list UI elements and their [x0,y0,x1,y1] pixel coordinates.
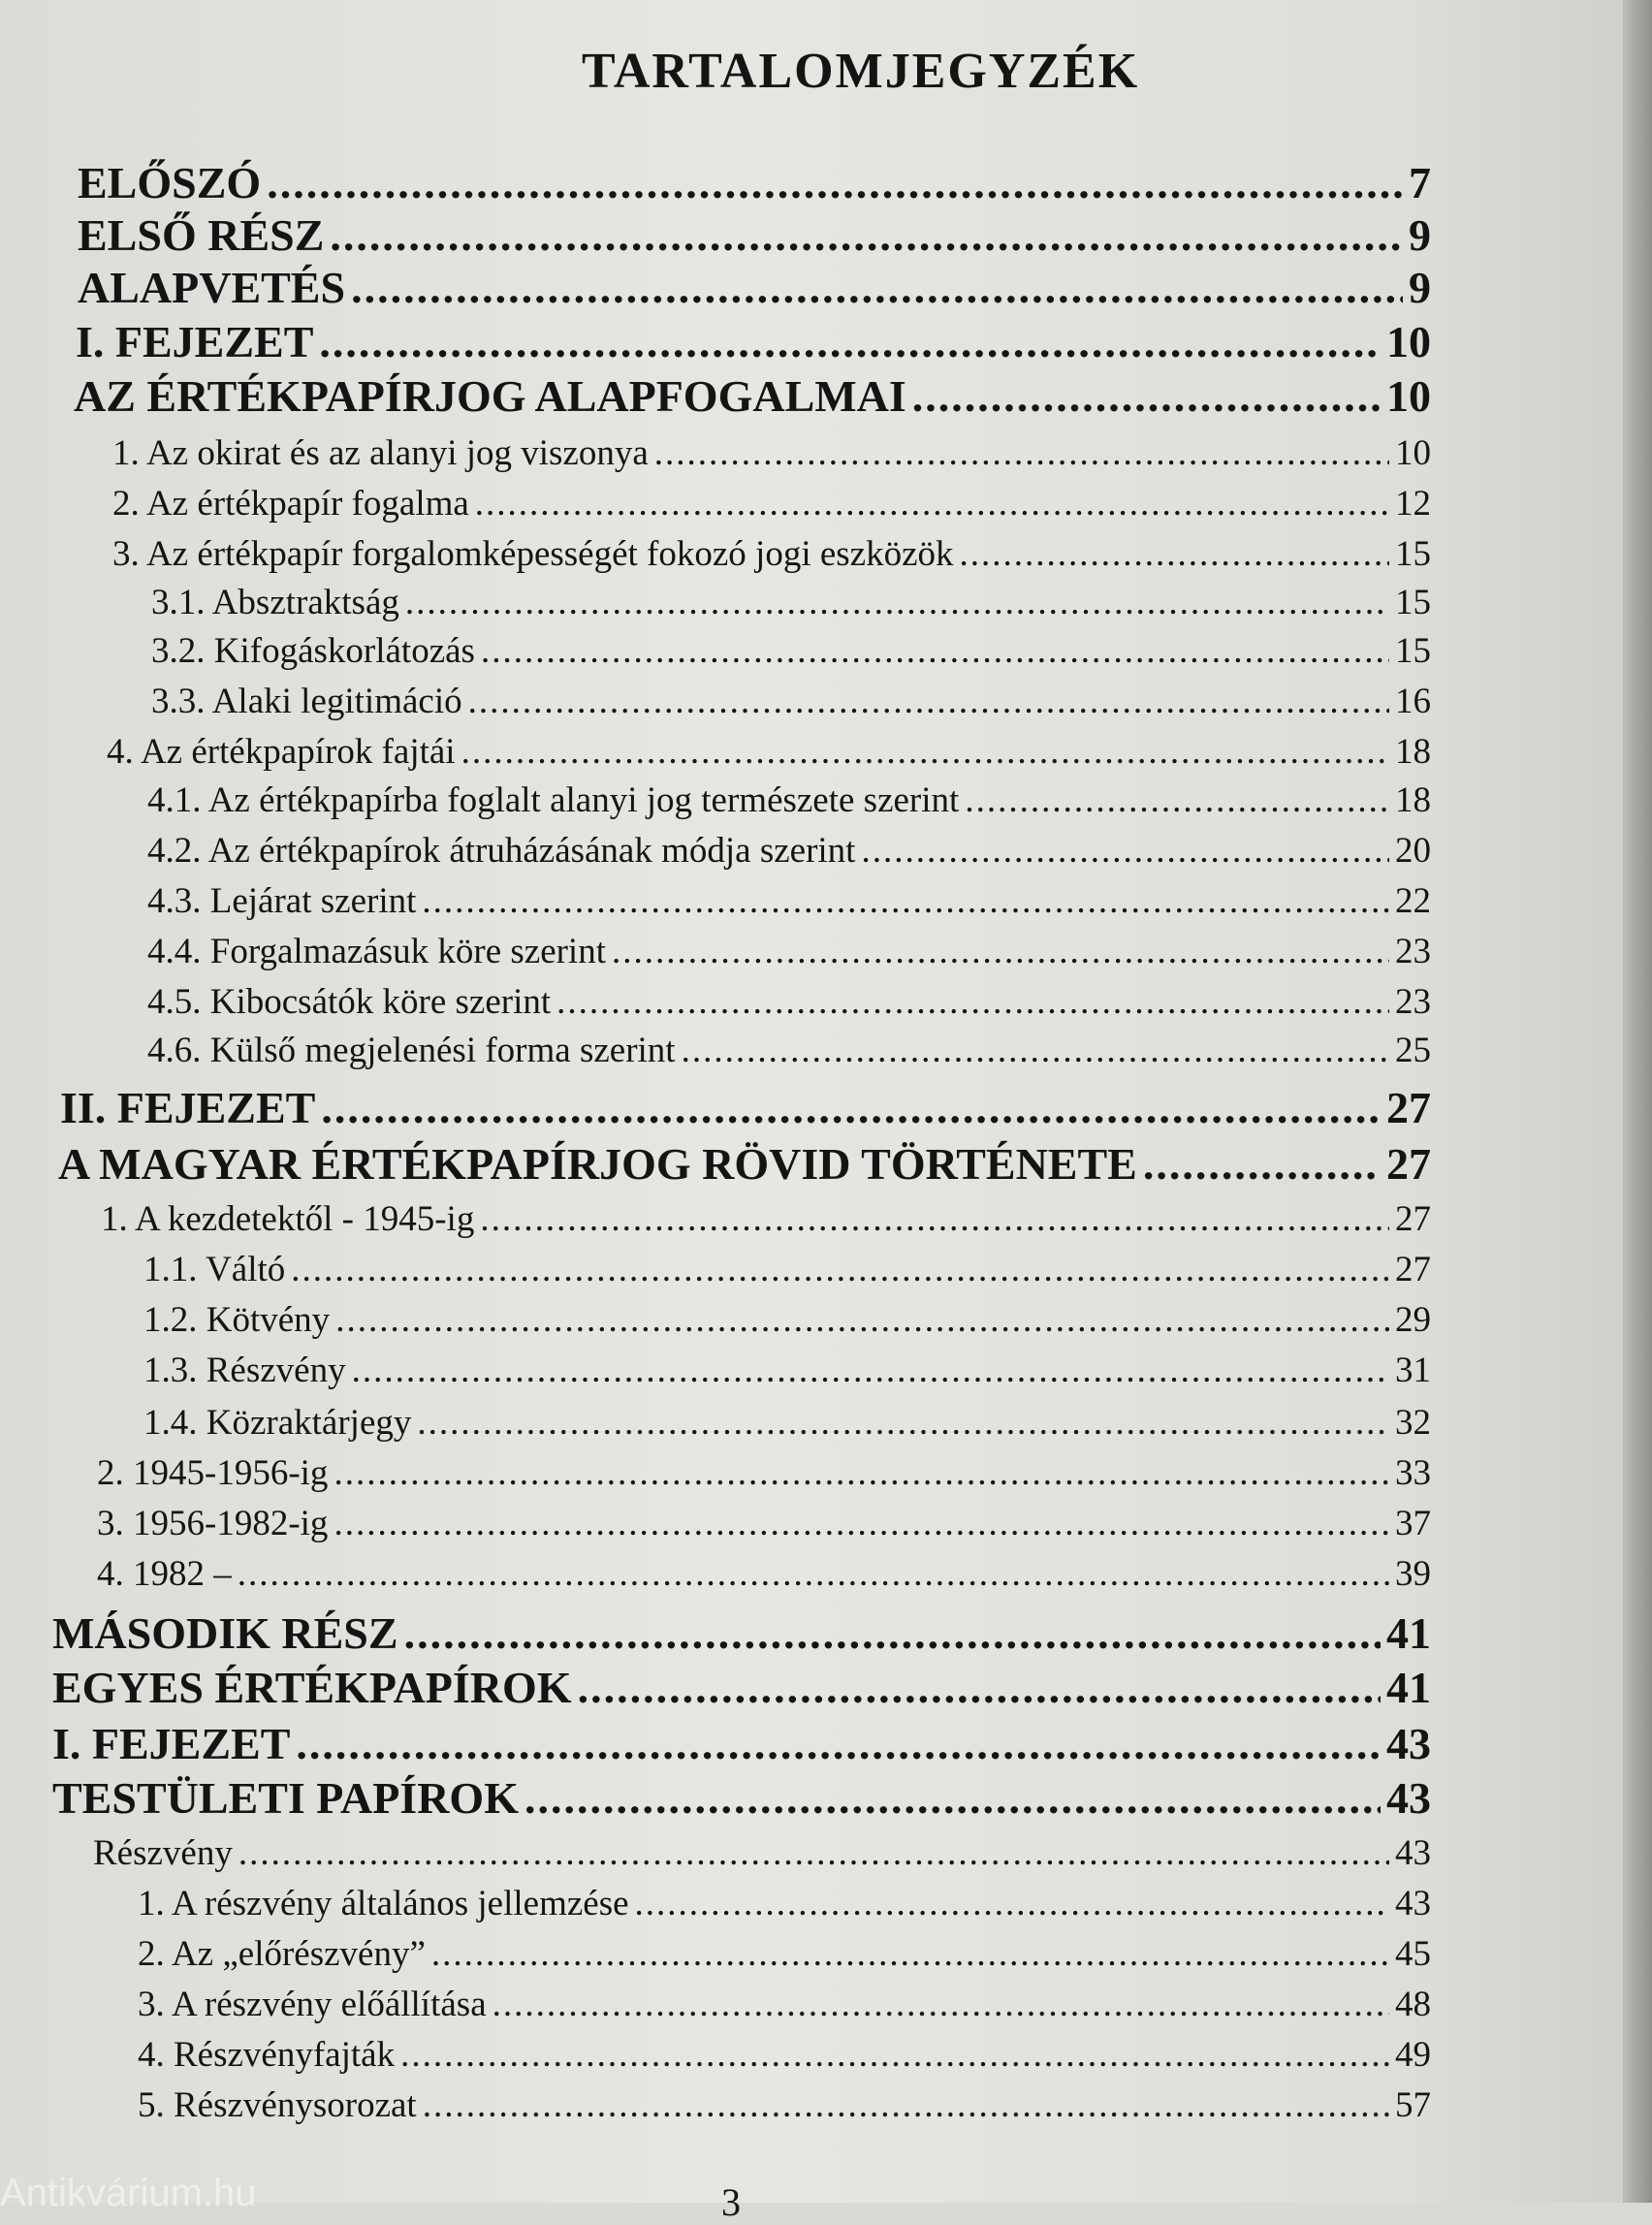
toc-entry-label: MÁSODIK RÉSZ [52,1608,398,1658]
toc-dot-leader [578,1662,1381,1713]
toc-dot-leader [431,1933,1389,1975]
toc-entry-label: 1. A kezdetektől - 1945-ig [101,1199,475,1239]
toc-dot-leader [319,316,1381,367]
toc-entry [138,2084,1431,2129]
toc-entry-label: 4.4. Forgalmazásuk köre szerint [147,932,606,971]
toc-dot-leader [334,1452,1389,1494]
toc-dot-leader [1143,1138,1381,1190]
toc-entry-page: 27 [1395,1250,1431,1289]
toc-dot-leader [330,209,1403,261]
toc-entry [138,1933,1431,1978]
toc-entry-page: 27 [1386,1083,1431,1132]
toc-dot-leader [352,1350,1389,1391]
toc-entry [151,582,1431,626]
toc-entry-page: 32 [1395,1403,1431,1443]
toc-entry-page: 25 [1395,1031,1431,1070]
toc-entry-label: TESTÜLETI PAPÍROK [52,1773,519,1823]
toc-dot-leader [481,630,1389,672]
toc-dot-leader [556,981,1389,1023]
toc-entry-page: 27 [1386,1139,1431,1189]
toc-entry [58,1138,1431,1191]
toc-entry [147,931,1431,975]
toc-entry-page: 37 [1395,1504,1431,1543]
toc-entry-page: 48 [1395,1985,1431,2024]
toc-dot-leader [422,880,1389,922]
toc-entry [143,1249,1431,1293]
toc-entry [147,1030,1431,1074]
toc-entry-page: 29 [1395,1300,1431,1340]
toc-dot-leader [335,1299,1389,1341]
toc-entry [97,1452,1431,1497]
toc-entry [147,880,1431,925]
toc-entry-label: 4. Részvényfajták [138,2035,396,2075]
toc-entry-page: 23 [1395,932,1431,971]
toc-entry-page: 33 [1395,1453,1431,1493]
toc-dot-leader [524,1772,1381,1824]
toc-dot-leader [404,1607,1381,1659]
toc-entry [147,779,1431,824]
toc-entry [107,731,1431,776]
toc-entry-page: 41 [1386,1663,1431,1712]
toc-entry-page: 12 [1395,484,1431,524]
toc-entry-label: 3. 1956-1982-ig [97,1504,329,1543]
toc-entry [143,1402,1431,1446]
toc-entry-page: 10 [1395,433,1431,473]
toc-entry-page: 16 [1395,682,1431,721]
toc-entry-page: 10 [1386,317,1431,366]
toc-entry-label: II. FEJEZET [60,1083,316,1132]
toc-dot-leader [267,157,1403,208]
toc-entry-label: 3.2. Kifogáskorlátozás [151,631,475,671]
toc-entry-page: 43 [1395,1833,1431,1873]
toc-entry-page: 41 [1386,1608,1431,1658]
toc-entry-page: 7 [1409,158,1431,207]
toc-entry-label: 2. 1945-1956-ig [97,1453,329,1493]
toc-entry-label: 3.3. Alaki legitimáció [151,682,462,721]
toc-entry-label: 1.4. Közraktárjegy [143,1403,412,1443]
toc-dot-leader [612,931,1389,972]
toc-dot-leader [475,483,1389,524]
toc-entry [138,1883,1431,1927]
toc-entry-label: 4.3. Lejárat szerint [147,881,417,921]
toc-dot-leader [334,1503,1389,1544]
toc-entry-page: 43 [1386,1719,1431,1768]
toc-entry-label: 5. Részvénysorozat [138,2085,417,2125]
toc-entry-label: 1. A részvény általános jellemzése [138,1884,629,1923]
toc-entry-label: 4.6. Külső megjelenési forma szerint [147,1031,676,1070]
toc-dot-leader [417,1402,1389,1444]
toc-dot-leader [321,1082,1381,1133]
toc-entry [74,370,1431,423]
toc-entry-label: 3. Az értékpapír forgalomképességét fokozó jogi eszközök [112,534,954,574]
toc-dot-leader [400,2034,1389,2076]
toc-entry-label: AZ ÉRTÉKPAPÍRJOG ALAPFOGALMAI [74,371,906,421]
toc-entry-page: 31 [1395,1351,1431,1390]
toc-dot-leader [654,432,1389,474]
toc-dot-leader [960,533,1389,575]
toc-entry-label: ELSŐ RÉSZ [78,210,325,260]
toc-entry-label: 2. Az értékpapír fogalma [112,484,469,524]
toc-entry-page: 43 [1395,1884,1431,1923]
toc-dot-leader [912,370,1381,422]
toc-dot-leader [405,582,1389,623]
toc-entry-page: 10 [1386,371,1431,421]
toc-dot-leader [492,1984,1389,2025]
toc-dot-leader [238,1832,1389,1874]
toc-entry [78,209,1431,262]
toc-entry-page: 39 [1395,1554,1431,1594]
toc-entry-label: Részvény [93,1833,233,1873]
toc-entry-label: 3.1. Absztraktság [151,583,399,622]
toc-dot-leader [461,731,1389,773]
toc-entry-page: 45 [1395,1934,1431,1974]
toc-entry [151,681,1431,725]
toc-entry-page: 20 [1395,831,1431,871]
toc-entry-label: 2. Az „előrészvény” [138,1934,426,1974]
toc-entry-page: 15 [1395,583,1431,622]
toc-entry [143,1350,1431,1394]
toc-dot-leader [965,779,1389,821]
toc-entry [97,1553,1431,1598]
toc-entry [138,2034,1431,2079]
toc-entry-page: 22 [1395,881,1431,921]
toc-entry-page: 18 [1395,732,1431,772]
toc-entry-page: 49 [1395,2035,1431,2075]
toc-entry-label: ALAPVETÉS [78,263,346,312]
toc-entry [78,157,1431,209]
toc-entry [147,830,1431,874]
toc-entry-label: 4.1. Az értékpapírba foglalt alanyi jog természete szerint [147,780,960,820]
toc-dot-leader [635,1883,1389,1924]
toc-dot-leader [682,1030,1389,1071]
toc-entry [97,1503,1431,1547]
toc-entry [151,630,1431,675]
toc-entry [52,1718,1431,1770]
toc-entry-label: 4. 1982 – [97,1554,232,1594]
toc-entry-label: I. FEJEZET [76,317,314,366]
toc-entry [112,432,1431,477]
toc-entry-page: 43 [1386,1773,1431,1823]
toc-entry [76,316,1431,368]
toc-entry-page: 57 [1395,2085,1431,2125]
toc-entry-label: 1.2. Kötvény [143,1300,331,1340]
toc-entry-label: 4.2. Az értékpapírok átruházásának módja szerint [147,831,856,871]
toc-entry-page: 15 [1395,631,1431,671]
toc-entry [52,1772,1431,1825]
toc-dot-leader [238,1553,1389,1595]
toc-entry-page: 9 [1409,210,1431,260]
toc-entry-label: 1.3. Részvény [143,1351,346,1390]
toc-entry-label: ELŐSZÓ [78,158,262,207]
toc-entry [101,1198,1431,1243]
watermark: Antikvárium.hu [0,2172,257,2214]
toc-entry-page: 18 [1395,780,1431,820]
toc-entry [93,1832,1431,1877]
toc-entry-label: EGYES ÉRTÉKPAPÍROK [52,1663,572,1712]
toc-entry [112,483,1431,527]
page-title: TARTALOMJEGYZÉK [582,44,1140,99]
toc-dot-leader [351,262,1403,313]
toc-entry [52,1607,1431,1660]
toc-entry-label: 3. A részvény előállítása [138,1985,487,2024]
toc-dot-leader [468,681,1389,722]
toc-entry [52,1662,1431,1714]
toc-entry-page: 23 [1395,982,1431,1022]
toc-entry-label: 4. Az értékpapírok fajtái [107,732,456,772]
toc-entry [60,1082,1431,1134]
toc-entry [78,262,1431,314]
page-number: 3 [721,2180,741,2224]
toc-dot-leader [480,1198,1389,1240]
toc-entry-label: 4.5. Kibocsátók köre szerint [147,982,552,1022]
toc-entry-page: 9 [1409,263,1431,312]
toc-entry [112,533,1431,578]
toc-entry [143,1299,1431,1344]
toc-entry-page: 27 [1395,1199,1431,1239]
toc-dot-leader [296,1718,1381,1769]
toc-dot-leader [291,1249,1389,1290]
toc-dot-leader [861,830,1389,872]
toc-dot-leader [423,2084,1389,2126]
toc-entry [147,981,1431,1026]
toc-entry-label: I. FEJEZET [52,1719,291,1768]
toc-entry-label: A MAGYAR ÉRTÉKPAPÍRJOG RÖVID TÖRTÉNETE [58,1139,1137,1189]
toc-entry [138,1984,1431,2028]
toc-entry-label: 1.1. Váltó [143,1250,286,1289]
toc-entry-label: 1. Az okirat és az alanyi jog viszonya [112,433,649,473]
toc-entry-page: 15 [1395,534,1431,574]
